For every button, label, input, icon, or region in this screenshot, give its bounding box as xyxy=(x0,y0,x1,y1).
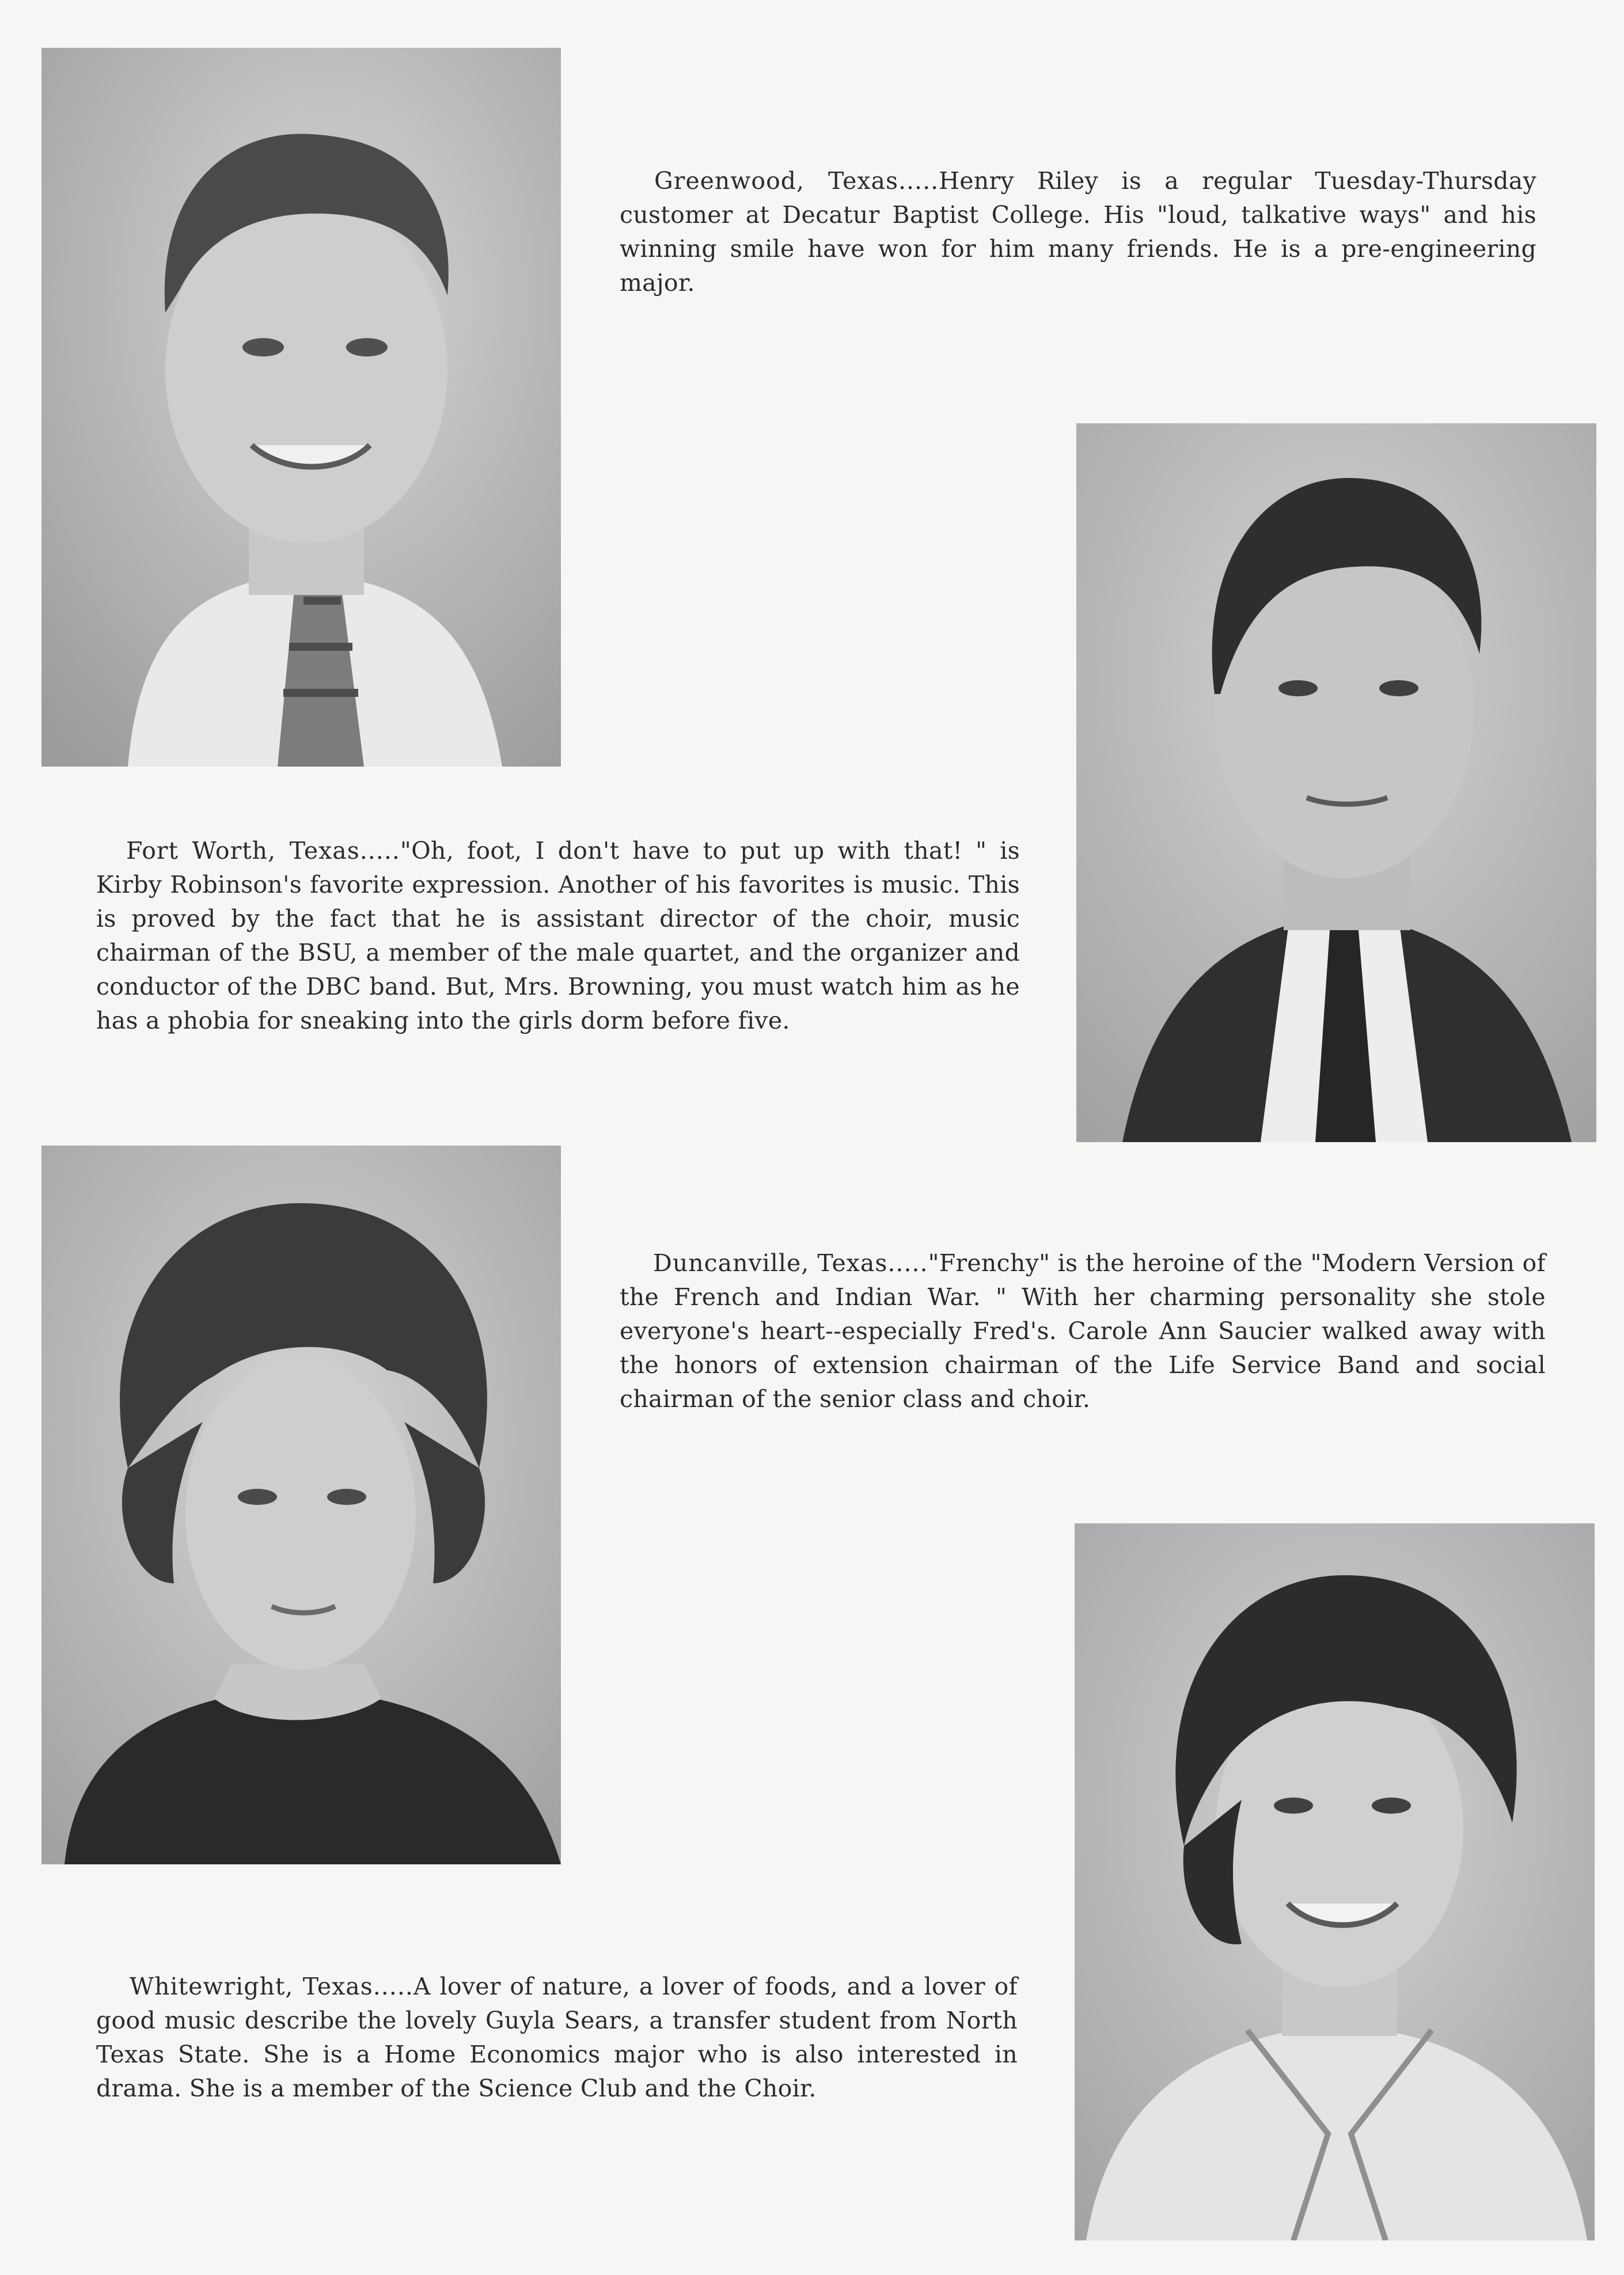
hometown-label: Duncanville, Texas..... xyxy=(653,1249,928,1277)
bio-henry-riley xyxy=(620,164,1536,300)
hometown-label: Whitewright, Texas..... xyxy=(130,1973,413,2000)
hometown-label: Greenwood, Texas..... xyxy=(654,167,939,195)
bio-text: A lover of nature, a lover of foods, and a lover of good music describe the lovely Guyla Sears, a transfer student from North Texas State. She is a Home Economics major who is also interested in drama. She is a member of the Science Club and the Choir. xyxy=(96,1973,1018,2102)
bio-text: "Frenchy" is the heroine of the "Modern Version of the French and Indian War. " With her charming personality she stole everyone's heart--especially Fred's. Carole Ann Saucier walked away with the honors of extension chairman of the Life Service Band and social chairman of the senior class and choir. xyxy=(620,1249,1546,1413)
hometown-label: Fort Worth, Texas..... xyxy=(126,837,400,864)
bio-carole-ann-saucier xyxy=(620,1246,1546,1416)
student-photo-kirby-robinson xyxy=(1076,423,1596,1142)
bio-kirby-robinson xyxy=(96,834,1020,1038)
bio-text: Henry Riley is a regular Tuesday-Thursday customer at Decatur Baptist College. His "loud, talkative ways" and his winning smile have won for him many friends. He is a pre-engineering major. xyxy=(620,167,1536,297)
student-photo-guyla-sears xyxy=(1075,1523,1595,2240)
bio-guyla-sears xyxy=(96,1970,1018,2106)
bio-text: "Oh, foot, I don't have to put up with that! " is Kirby Robinson's favorite expression. Another of his favorites is music. This is proved by the fact that he is assistant director of the choir, music chairman of the BSU, a member of the male quartet, and the organizer and conductor of the DBC band. But, Mrs. Browning, you must watch him as he has a phobia for sneaking into the girls dorm before five. xyxy=(96,837,1020,1034)
student-photo-henry-riley xyxy=(41,48,561,767)
student-photo-carole-ann-saucier xyxy=(41,1146,561,1864)
